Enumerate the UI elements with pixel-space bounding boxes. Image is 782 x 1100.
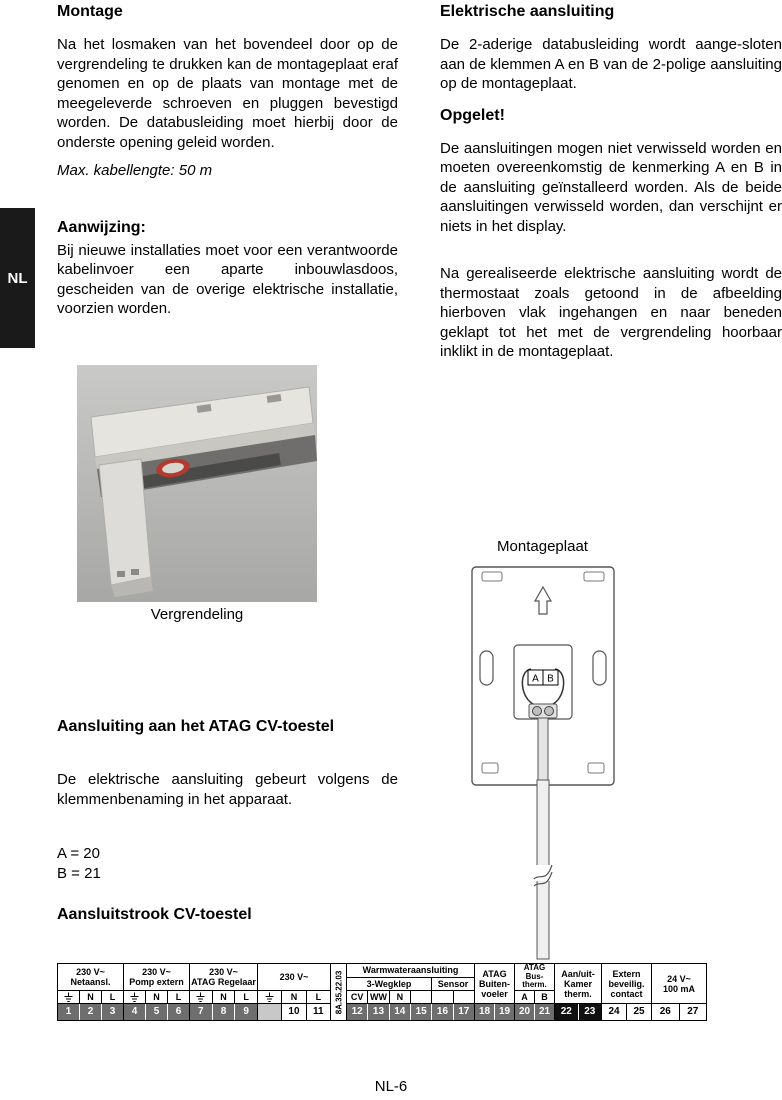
mounting-plate-drawing — [452, 559, 634, 964]
terminal-group-title — [58, 964, 123, 991]
terminal-number-cell: 23 — [579, 1004, 602, 1020]
elektrische-aansluiting-paragraph: De 2-aderige databusleiding wordt aange-sloten aan de klemmen A en B van de 2-polige aansluiting op de montageplaat. — [440, 36, 782, 92]
terminal-group — [602, 964, 652, 1020]
strip-code-label: 8A.35.22.03 — [334, 970, 343, 1014]
thermostat-photo — [77, 365, 317, 602]
montageplaat-diagram — [440, 538, 645, 964]
terminal-number-cell: 7 — [190, 1004, 213, 1020]
elektrische-aansluiting-heading: Elektrische aansluiting — [440, 3, 615, 20]
aanwijzing-heading: Aanwijzing: — [57, 218, 146, 236]
terminal-number-cell: 12 — [347, 1004, 368, 1020]
terminal-number-cell: 9 — [235, 1004, 257, 1020]
terminal-group-title-line: Pomp extern — [129, 977, 184, 987]
aanwijzing-paragraph: Bij nieuwe installaties moet voor een verantwoorde kabelinvoer een aparte inbouwlasdoos, gescheiden van de overige elektrische installatie, voorzien worden. — [57, 241, 398, 317]
terminal-group — [58, 964, 124, 1020]
terminal-group-title-line: 24 V~ — [667, 973, 691, 984]
terminal-group-title — [124, 964, 189, 991]
terminal-sub-label: L — [243, 992, 249, 1002]
terminal-group-title-line: ATAG Regelaar — [191, 977, 256, 987]
diagram-label: Montageplaat — [497, 538, 588, 555]
thermostat-photo-image — [77, 365, 317, 602]
terminal-sub-label: WW — [368, 991, 389, 1003]
max-kabellengte-note: Max. kabellengte: 50 m — [57, 162, 213, 179]
terminal-group-title — [190, 964, 257, 991]
earth-icon — [124, 991, 146, 1003]
terminal-group-title-line: Warmwateraansluiting — [362, 965, 459, 975]
terminal-number-cell: 3 — [102, 1004, 123, 1020]
language-tab-label: NL — [7, 269, 28, 287]
terminal-group — [555, 964, 602, 1020]
terminal-sub-label: N — [213, 991, 236, 1003]
terminal-number-cell: 22 — [555, 1004, 579, 1020]
terminal-sub-label: B — [541, 992, 548, 1002]
photo-caption: Vergrendeling — [150, 605, 244, 623]
terminal-group-title-line: 230 V~ — [279, 972, 309, 982]
terminal-group-title — [555, 964, 601, 1004]
terminal-number-cell: 20 — [515, 1004, 535, 1020]
terminal-group-title-line: 230 V~ — [209, 967, 238, 977]
aansluitstrook-heading: Aansluitstrook CV-toestel — [57, 906, 252, 923]
terminal-group-title — [602, 964, 651, 1004]
terminal-sub-label: A — [515, 991, 535, 1003]
terminal-a-line: A = 20 — [57, 845, 100, 862]
terminal-group-title-line: 230 V~ — [142, 967, 171, 977]
terminal-sub-label — [454, 991, 474, 1003]
terminal-number-cell: 6 — [168, 1004, 189, 1020]
terminal-number-cell: 4 — [124, 1004, 146, 1020]
terminal-group-title — [347, 964, 474, 978]
terminal-group-title-line: therm. — [564, 988, 592, 999]
opgelet-heading: Opgelet! — [440, 106, 505, 124]
terminal-number-cell: 26 — [652, 1004, 680, 1020]
terminal-group-title-line: Netaansl. — [70, 977, 111, 987]
terminal-number-cell: 18 — [475, 1004, 495, 1020]
earth-icon — [190, 991, 213, 1003]
montage-heading: Montage — [57, 3, 123, 20]
terminal-number-cell: 8 — [213, 1004, 236, 1020]
terminal-sub-label: CV — [347, 991, 368, 1003]
terminal-group-title-line: Bus- — [525, 971, 544, 981]
montage-paragraph: Na het losmaken van het bovendeel door op de vergrendeling te drukken kan de montageplaat eraf genomen en op de plaats van montage met de meegeleverde schroeven en pluggen bevestigd worden. De databusleiding moet hierbij door de onderste opening geleid worden. — [57, 36, 398, 151]
terminal-group — [347, 964, 475, 1020]
terminal-number-cell: 13 — [368, 1004, 389, 1020]
cv-aansluiting-paragraph: De elektrische aansluiting gebeurt volgens de klemmenbenaming in het apparaat. — [57, 771, 398, 808]
terminal-group — [515, 964, 555, 1020]
terminal-sub-label: N — [80, 991, 102, 1003]
left-column — [57, 2, 398, 925]
terminal-number-cell — [258, 1004, 282, 1020]
terminal-number-cell: 17 — [454, 1004, 474, 1020]
terminal-number-cell: 19 — [495, 1004, 514, 1020]
terminal-group-title-line: voeler — [481, 988, 508, 999]
terminal-group — [475, 964, 515, 1020]
terminal-subgroup-label: 3-Wegklep — [347, 978, 432, 990]
terminal-sub-label: L — [175, 992, 182, 1002]
terminal-number-cell: 10 — [282, 1004, 306, 1020]
terminal-sub-label: L — [315, 992, 322, 1002]
terminal-group-title-line: contact — [610, 988, 643, 999]
language-tab — [0, 208, 35, 348]
opgelet-paragraph: De aansluitingen mogen niet verwisseld worden en moeten overeenkomstig de kenmerking A en B in de aansluiting geïnstalleerd worden. Als de beide aansluitingen verwisseld worden, dan verschijnt er niets in het display. — [440, 139, 782, 235]
terminal-group-title — [652, 964, 706, 1004]
terminal-number-cell: 21 — [535, 1004, 554, 1020]
terminal-number-cell: 1 — [58, 1004, 80, 1020]
terminal-b-label: B — [546, 673, 554, 685]
terminal-sub-label: L — [109, 992, 116, 1002]
cv-aansluiting-heading: Aansluiting aan het ATAG CV-toestel — [57, 718, 335, 735]
terminal-group-title — [475, 964, 514, 1004]
earth-icon — [58, 991, 80, 1003]
terminal-sub-label: N — [390, 991, 411, 1003]
terminal-group-title-line: 100 mA — [662, 983, 696, 994]
terminal-group-title-line: 230 V~ — [76, 967, 105, 977]
terminal-group-title-line: Extern — [612, 968, 641, 979]
terminal-group — [652, 964, 706, 1020]
terminal-group-title-line: ATAG — [523, 964, 546, 973]
terminal-a-label: A — [531, 673, 539, 685]
terminal-number-cell: 11 — [307, 1004, 330, 1020]
montage-instructie-paragraph: Na gerealiseerde elektrische aansluiting wordt de thermostaat zoals getoond in de afbeelding hierboven vlak ingehangen en naar beneden geklapt tot het met de vergrendeling hoorbaar inklikt in de montageplaat. — [440, 265, 782, 360]
right-column — [440, 2, 782, 362]
terminal-number-cell: 5 — [146, 1004, 168, 1020]
terminal-number-cell: 24 — [602, 1004, 627, 1020]
terminal-group — [258, 964, 331, 1020]
terminal-number-cell: 25 — [627, 1004, 651, 1020]
terminal-b-line: B = 21 — [57, 864, 101, 882]
earth-icon — [258, 991, 282, 1003]
terminal-number-cell: 14 — [390, 1004, 411, 1020]
terminal-group-title-line: Aan/uit- — [561, 968, 595, 979]
terminal-group-title-line: ATAG — [482, 968, 507, 979]
page-number: NL-6 — [374, 1078, 408, 1095]
terminal-number-cell: 15 — [411, 1004, 432, 1020]
terminal-sub-label — [411, 991, 432, 1003]
terminal-group-title — [258, 964, 330, 991]
terminal-group — [331, 964, 347, 1020]
terminal-sub-label: N — [146, 991, 168, 1003]
terminal-number-cell: 27 — [680, 1004, 707, 1020]
terminal-group — [124, 964, 190, 1020]
terminal-sub-label — [432, 991, 453, 1003]
terminal-number-cell: 16 — [432, 1004, 453, 1020]
terminal-subgroup-label: Sensor — [437, 979, 469, 989]
terminal-group-title-line: therm. — [522, 980, 547, 990]
terminal-group-title — [515, 964, 554, 991]
terminal-group-title-line: beveilig. — [608, 978, 645, 989]
terminal-sub-label: N — [282, 991, 306, 1003]
terminal-number-cell: 2 — [80, 1004, 102, 1020]
terminal-group-title-line: Kamer — [563, 978, 592, 989]
terminal-group — [190, 964, 258, 1020]
terminal-strip — [57, 963, 707, 1021]
terminal-group-title-line: Buiten- — [479, 978, 510, 989]
